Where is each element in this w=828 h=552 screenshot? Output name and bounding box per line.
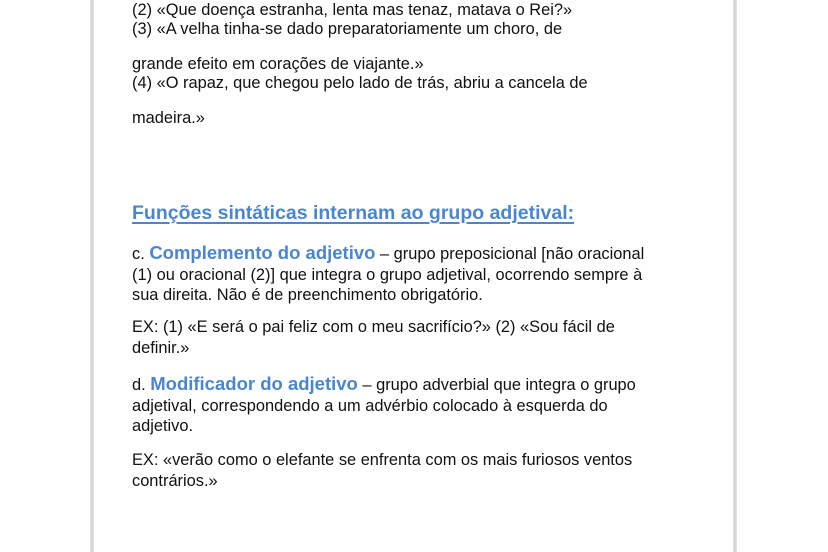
item-d-definition bbox=[132, 374, 692, 437]
item-c-example-line-2: definir.» bbox=[132, 338, 190, 357]
item-d-example-line-2: contrários.» bbox=[132, 471, 218, 490]
example-line-3a: (3) «A velha tinha-se dado preparatoriamente um choro, de bbox=[132, 20, 563, 38]
item-c-example-line-1: EX: (1) «E será o pai feliz com o meu sacrifício?» (2) «Sou fácil de bbox=[132, 318, 615, 336]
item-c-letter: c. bbox=[132, 245, 145, 263]
section-heading: Funções sintáticas internam ao grupo adjetival: bbox=[132, 202, 575, 224]
document-page bbox=[94, 0, 733, 552]
item-c-term: Complemento do adjetivo bbox=[149, 242, 376, 263]
item-d-letter: d. bbox=[132, 376, 146, 394]
item-d-example bbox=[132, 450, 692, 491]
example-line-3b: grande efeito em corações de viajante.» bbox=[132, 55, 424, 73]
item-c-line-3: sua direita. Não é de preenchimento obrigatório. bbox=[132, 286, 483, 304]
item-d-example-line-1: EX: «verão como o elefante se enfrenta com os mais furiosos ventos bbox=[132, 451, 633, 469]
example-line-4a: (4) «O rapaz, que chegou pelo lado de trás, abriu a cancela de bbox=[132, 74, 588, 92]
item-d-line-2: adjetival, correspondendo a um advérbio colocado à esquerda do bbox=[132, 396, 608, 415]
item-d-line-1: – grupo adverbial que integra o grupo bbox=[357, 376, 636, 394]
item-d-line-3: adjetivo. bbox=[132, 417, 194, 435]
item-c-line-1: – grupo preposicional [não oracional bbox=[375, 245, 645, 263]
item-c-definition bbox=[132, 243, 692, 306]
example-line-4b: madeira.» bbox=[132, 109, 205, 127]
item-c-example bbox=[132, 317, 692, 358]
example-line-2: (2) «Que doença estranha, lenta mas tenaz, matava o Rei?» bbox=[132, 1, 573, 19]
item-c-line-2: (1) ou oracional (2)] que integra o grupo adjetival, ocorrendo sempre à bbox=[132, 265, 643, 284]
item-d-term: Modificador do adjetivo bbox=[150, 373, 358, 394]
page-right-edge bbox=[733, 0, 737, 552]
